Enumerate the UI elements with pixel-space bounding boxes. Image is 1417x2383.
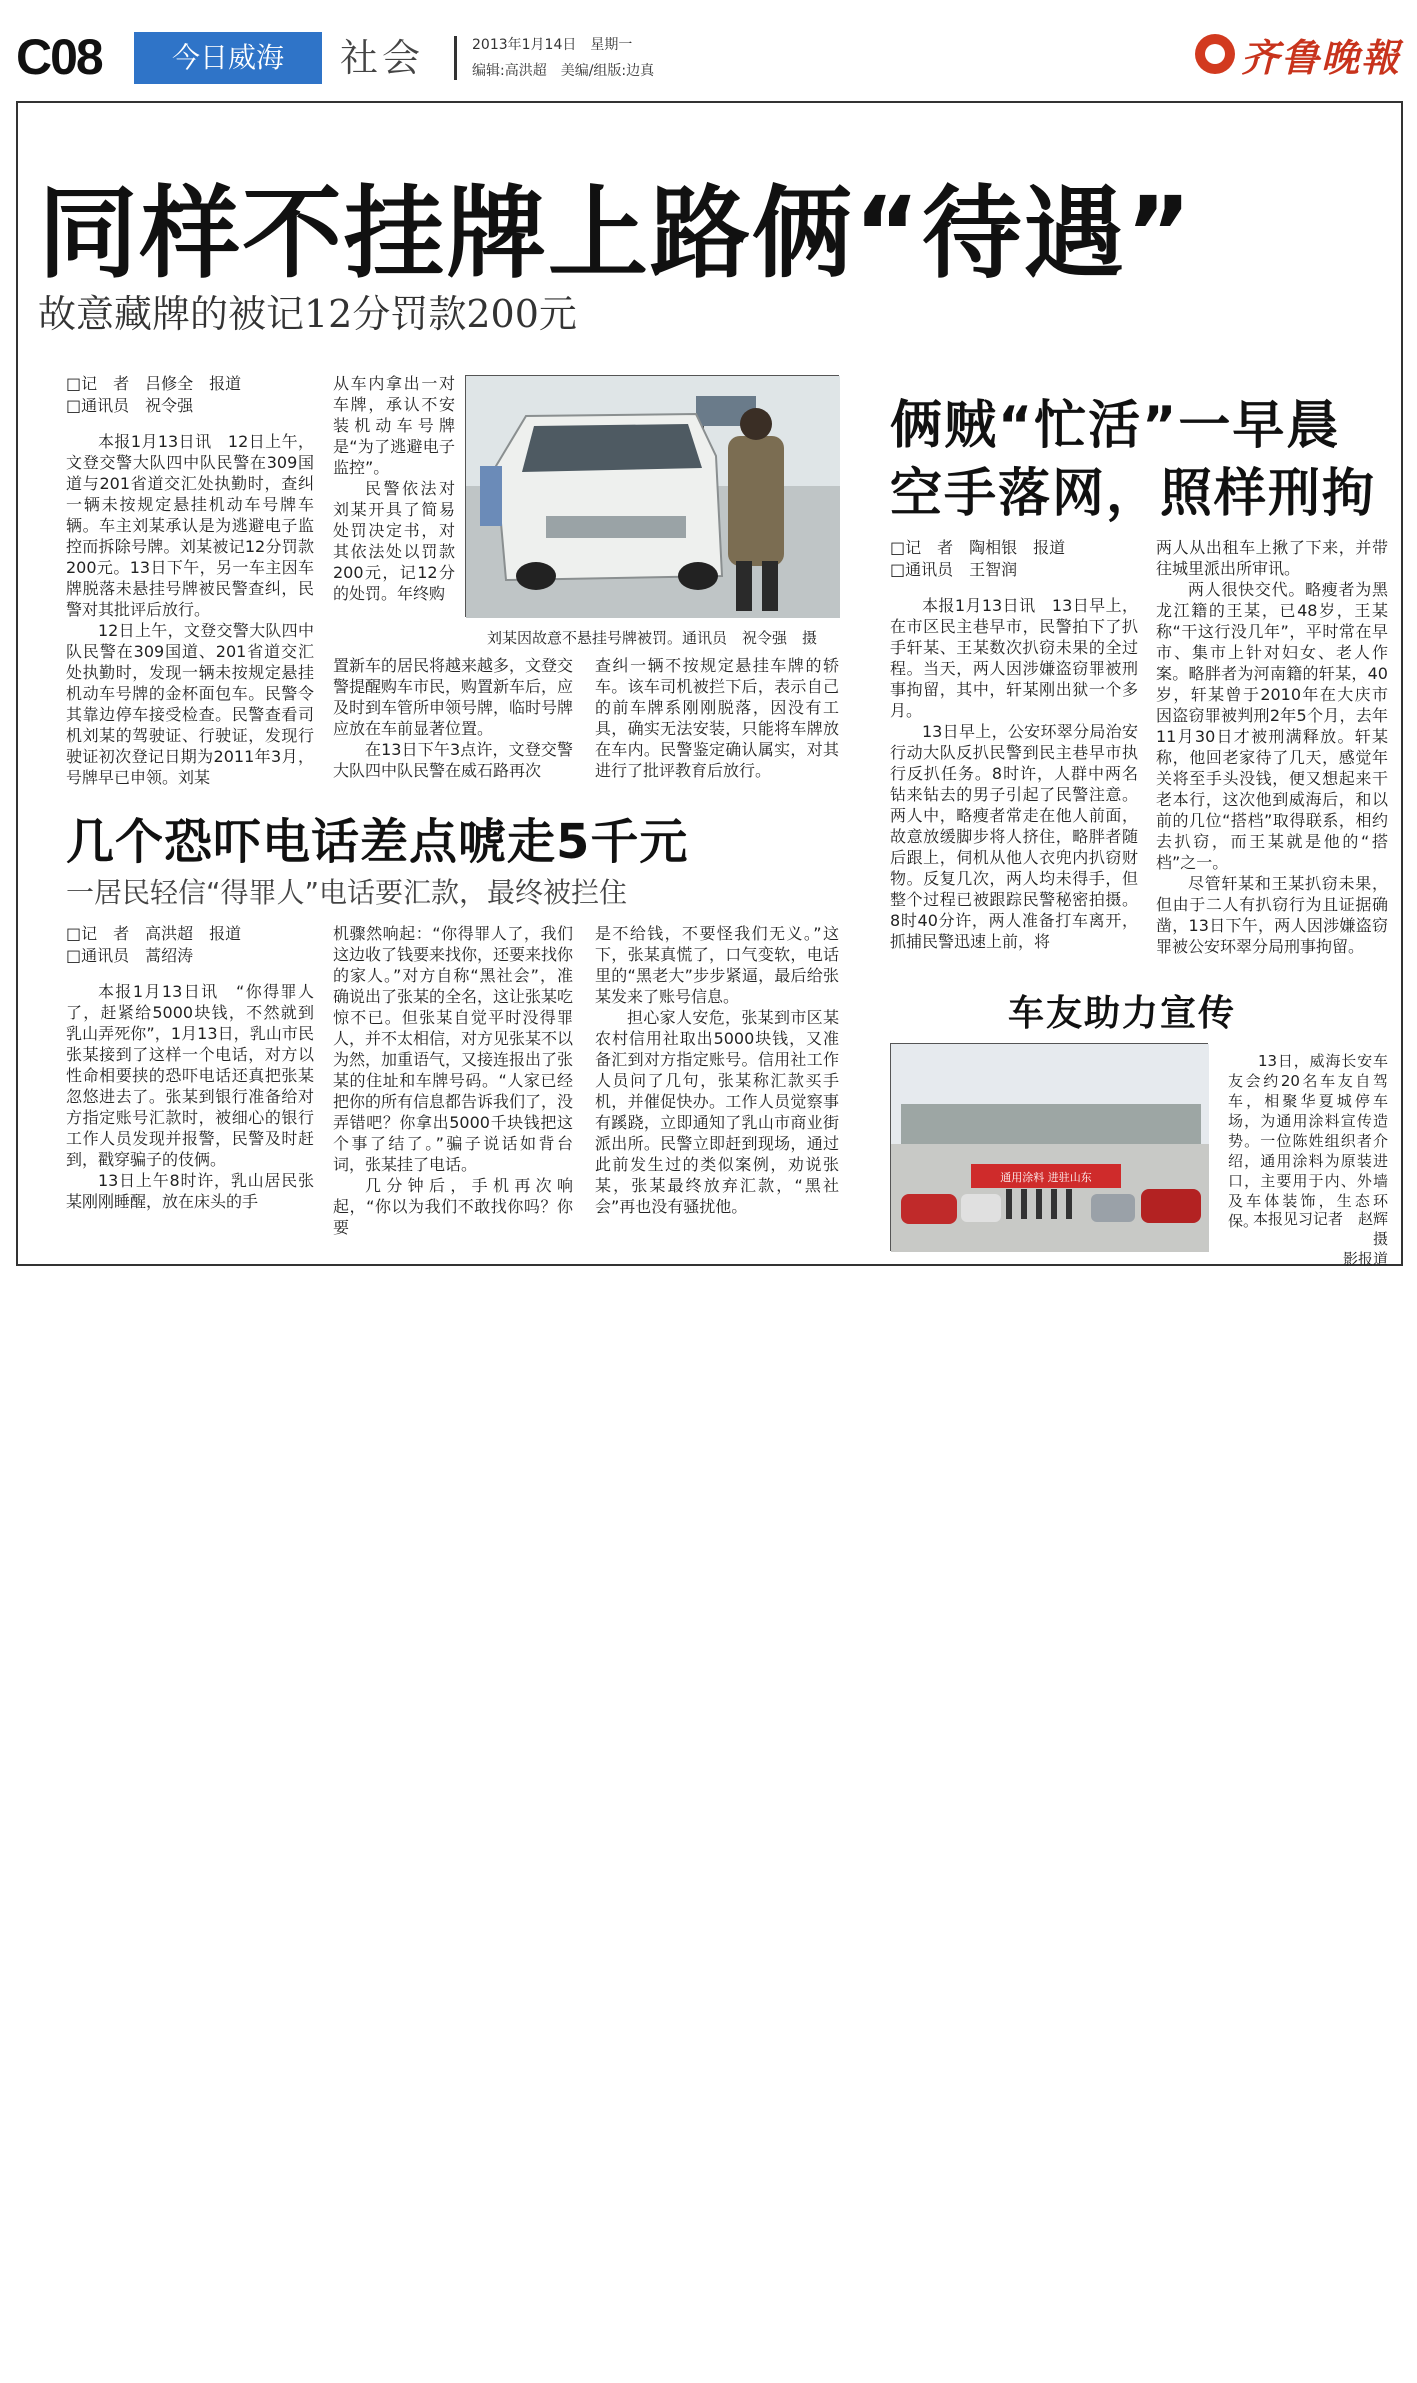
article1-paragraph: 置新车的居民将越来越多，文登交警提醒购车市民，购置新车后，应及时到车管所申领号牌，临时号牌应放在车前显著位置。 — [333, 656, 574, 738]
article2-byline-reporter: □记 者 高洪超 报道 — [66, 924, 242, 943]
article2-paragraph: 几分钟后，手机再次响起，“你以为我们不敢找你吗？你要 — [333, 1176, 573, 1237]
article4-paragraph: 13日，威海长安车友会约20名车友自驾车，相聚华夏城停车场，为通用涂料宣传造势。一位陈姓组织者介绍，通用涂料为原装进口，主要用于内、外墙及车体装饰，生态环保。 — [1228, 1052, 1388, 1230]
article4-credit — [1228, 1209, 1404, 1269]
editor-credits: 编辑:高洪超 美编/组版:边真 — [472, 63, 655, 79]
article4-credit-line: 本报见习记者 赵辉 摄 — [1252, 1210, 1404, 1248]
article1-headline: 同样不挂牌上路俩“待遇” — [38, 175, 1194, 292]
article1-paragraph: 本报1月13日讯 12日上午，文登交警大队四中队民警在309国道与201省道交汇处执勤时，查纠一辆未按规定悬挂机动车号牌车辆。车主刘某承认是为逃避电子监控而拆除号牌。刘某被记12分罚款200元。13日下午，另一车主因车牌脱落未悬挂号牌被民警查纠，民警对其批评后放行。 — [66, 432, 314, 619]
article1-paragraph: 从车内拿出一对车牌，承认不安装机动车号牌是“为了逃避电子监控”。 — [333, 374, 455, 477]
article1-paragraph: 12日上午，文登交警大队四中队民警在309国道、201省道交汇处执勤时，发现一辆未按规定悬挂机动车号牌的金杯面包车。民警令其靠边停车接受检查。民警查看司机刘某的驾驶证、行驶证，发现行驶证初次登记日期为2011年3月，号牌早已申领。刘某 — [66, 621, 314, 787]
article1-photo-caption: 刘某因故意不悬挂号牌被罚。通讯员 祝令强 摄 — [486, 629, 817, 647]
article1-paragraph: 查纠一辆不按规定悬挂车牌的轿车。该车司机被拦下后，表示自己的前车牌系刚刚脱落，因没有工具，确实无法安装，只能将车牌放在车内。民警鉴定确认属实，对其进行了批评教育后放行。 — [595, 656, 839, 780]
header-divider — [454, 36, 457, 80]
article2-subhead: 一居民轻信“得罪人”电话要汇款，最终被拦住 — [66, 876, 628, 909]
article3-paragraph: 两人很快交代。略瘦者为黑龙江籍的王某，已48岁，王某称“干这行没几年”，平时常在早市、集市上针对妇女、老人作案。略胖者为河南籍的轩某，40岁，轩某曾于2010年在大庆市因盗窃罪被判刑2年5个月，去年11月30日才被刑满释放。轩某称，他回老家待了几天，感觉年关将至手头没钱，便又想起来干老本行，这次他到威海后，和以前的几位“搭档”取得联系，相约去扒窃，而王某就是他的“搭档”之一。 — [1156, 580, 1388, 872]
article1-column-3 — [595, 655, 839, 781]
article3-paragraph: 本报1月13日讯 13日早上，在市区民主巷早市，民警拍下了扒手轩某、王某数次扒窃未果的全过程。当天，两人因涉嫌盗窃罪被刑事拘留，其中，轩某刚出狱一个多月。 — [890, 596, 1138, 720]
article2-column-3 — [595, 923, 839, 1253]
article3-byline-correspondent: □通讯员 王智润 — [890, 560, 1018, 579]
article2-byline-correspondent: □通讯员 蒿绍涛 — [66, 946, 194, 965]
article4-photo — [890, 1043, 1208, 1251]
article3-byline-reporter: □记 者 陶相银 报道 — [890, 538, 1066, 557]
article3-paragraph: 13日早上，公安环翠分局治安行动大队反扒民警到民主巷早市执行反扒任务。8时许，人群中两名钻来钻去的男子引起了民警注意。两人中，略瘦者常走在他人前面，故意放缓脚步将人挤住，略胖者随后跟上，伺机从他人衣兜内扒窃财物。反复几次，两人均未得手，但整个过程已被跟踪民警秘密拍摄。8时40分许，两人准备打车离开，抓捕民警迅速上前，将 — [890, 722, 1138, 951]
banner-text: 通用涂料 进驻山东 — [1000, 1171, 1092, 1184]
article4-credit-line: 影报道 — [1342, 1250, 1388, 1268]
page-header — [16, 26, 1401, 88]
page-code: C08 — [16, 29, 102, 85]
article2-paragraph: 本报1月13日讯 “你得罪人了，赶紧给5000块钱，不然就到乳山弄死你”，1月13日，乳山市民张某接到了这样一个电话，对方以性命相要挟的恐吓电话还真把张某忽悠进去了。张某到银行准备给对方指定账号汇款时，被细心的银行工作人员发现并报警，民警及时赶到，戳穿骗子的伎俩。 — [66, 982, 314, 1169]
article1-lower-row — [333, 655, 839, 780]
article2-column-2 — [333, 923, 573, 1253]
article1-paragraph: 民警依法对刘某开具了简易处罚决定书，对其依法处以罚款200元，记12分的处罚。年终购 — [333, 479, 455, 603]
article3-column-2 — [1156, 537, 1388, 1057]
article3-headline-line1: 俩贼“忙活”一早晨 — [890, 396, 1341, 456]
article3-paragraph: 尽管轩某和王某扒窃未果，但由于二人有扒窃行为且证据确凿，13日下午，两人因涉嫌盗窃罪被公安环翠分局刑事拘留。 — [1156, 874, 1388, 956]
article1-byline-reporter: □记 者 吕修全 报道 — [66, 374, 242, 393]
logo-text: 齐鲁晚報 — [1240, 34, 1401, 80]
article3-headline-line2: 空手落网，照样刑拘 — [890, 464, 1377, 524]
logo-icon — [1195, 34, 1235, 74]
article3-paragraph: 两人从出租车上揪了下来，并带往城里派出所审讯。 — [1156, 538, 1388, 578]
article1-subhead: 故意藏牌的被记12分罚款200元 — [38, 292, 577, 336]
article2-paragraph: 是不给钱，不要怪我们无义。”这下，张某真慌了，口气变软，电话里的“黑老大”步步紧逼，最后给张某发来了账号信息。 — [595, 924, 839, 1006]
page-frame — [16, 101, 1403, 1266]
car-club-photo-illustration — [891, 1044, 1209, 1252]
article1-column-2b — [333, 655, 573, 781]
article2-column-1 — [66, 923, 314, 1253]
newspaper-logo — [1195, 26, 1401, 82]
van-photo-illustration — [466, 376, 840, 618]
article2-headline: 几个恐吓电话差点唬走5千元 — [66, 814, 689, 870]
article1-column-2a — [333, 373, 455, 673]
article2-paragraph: 担心家人安危，张某到市区某农村信用社取出5000块钱，又准备汇到对方指定账号。信用社工作人员问了几句，张某称汇款买手机，并催促快办。工作人员觉察事有蹊跷，立即通知了乳山市商业街派出所。民警立即赶到现场，通过此前发生过的类似案例，劝说张某，张某最终放弃汇款，“黑社会”再也没有骚扰他。 — [595, 1008, 839, 1216]
section-name: 社会 — [340, 36, 425, 80]
article1-byline-correspondent: □通讯员 祝令强 — [66, 396, 194, 415]
section-badge: 今日威海 — [134, 32, 322, 84]
issue-date: 2013年1月14日 星期一 — [472, 37, 633, 53]
article4-headline: 车友助力宣传 — [1008, 993, 1237, 1034]
article3-column-1 — [890, 537, 1138, 1057]
article1-paragraph: 在13日下午3点许，文登交警大队四中队民警在威石路再次 — [333, 740, 573, 780]
article1-column-1 — [66, 373, 314, 793]
article2-paragraph: 13日上午8时许，乳山居民张某刚刚睡醒，放在床头的手 — [66, 1171, 314, 1211]
article2-paragraph: 机骤然响起：“你得罪人了，我们这边收了钱要来找你，还要来找你的家人。”对方自称“黑社会”，准确说出了张某的全名，这让张某吃惊不已。但张某自觉平时没得罪人，并不太相信，对方见张某不以为然，加重语气，又接连报出了张某的住址和车牌号码。“人家已经把你的所有信息都告诉我们了，没弄错吧？你拿出5000千块钱把这个事了结了。”骗子说话如背台词，张某挂了电话。 — [333, 924, 574, 1174]
article1-photo — [465, 375, 839, 617]
